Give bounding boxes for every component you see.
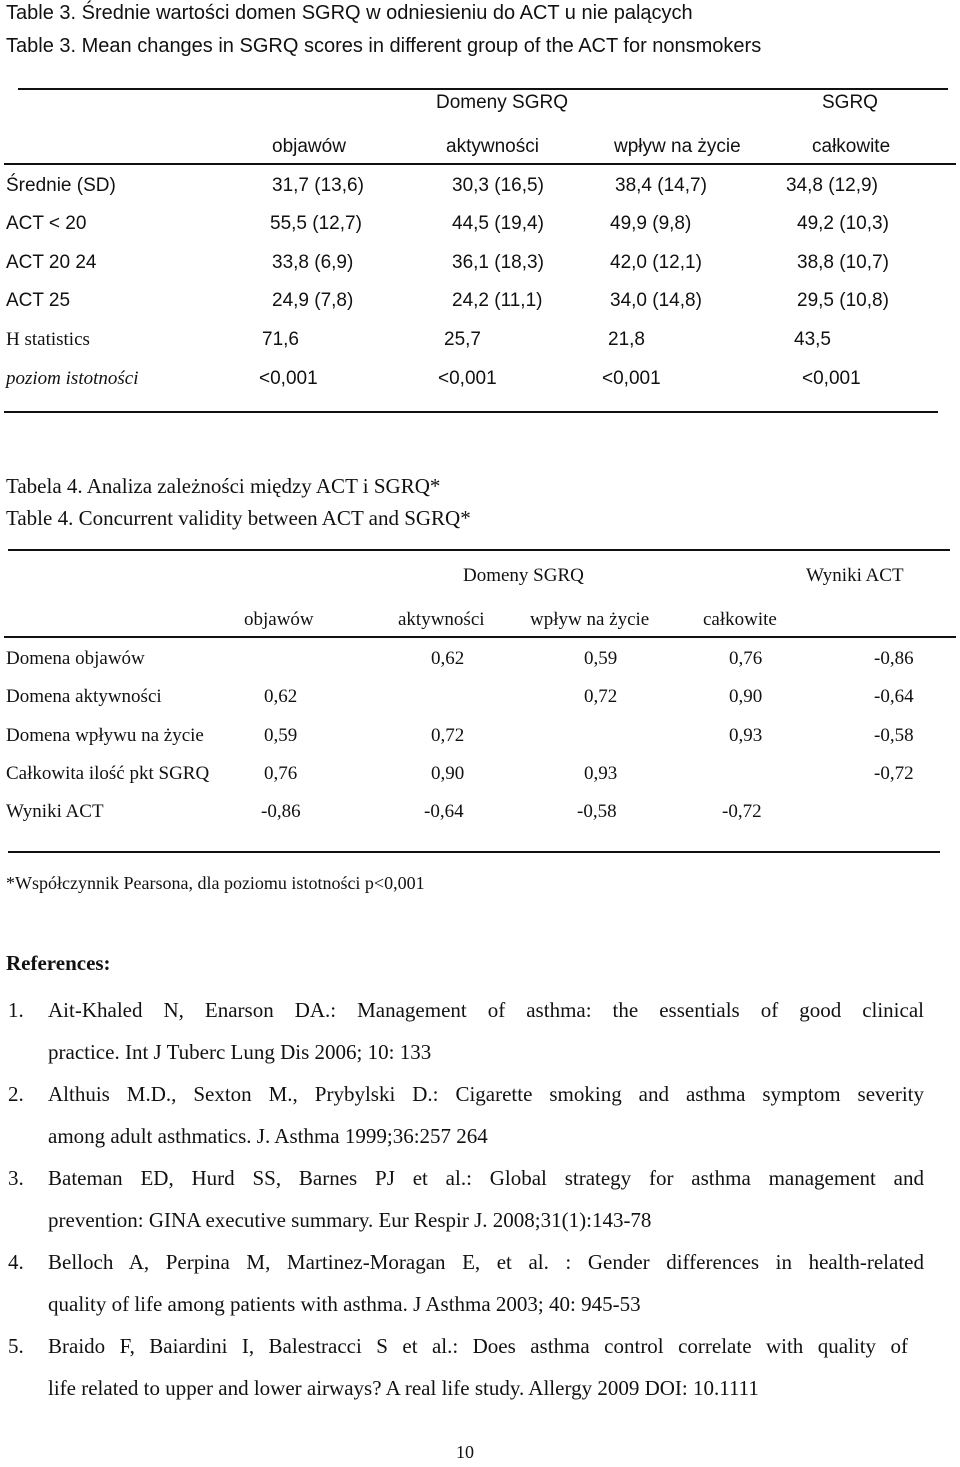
table4-title-pl: Tabela 4. Analiza zależności między ACT i SGRQ* xyxy=(6,474,441,498)
page-number: 10 xyxy=(456,1442,474,1462)
table3-cell: <0,001 xyxy=(602,368,661,389)
table4-act-header: Wyniki ACT xyxy=(806,565,904,586)
table4-cell: -0,58 xyxy=(874,725,914,746)
reference-line: prevention: GINA executive summary. Eur Respir J. 2008;31(1):143-78 xyxy=(48,1208,652,1232)
reference-number: 4. xyxy=(8,1250,24,1274)
table3-cell: 38,4 (14,7) xyxy=(615,175,707,196)
table3-cell: 34,0 (14,8) xyxy=(610,290,702,311)
table4-row-label: Wyniki ACT xyxy=(6,801,104,822)
table3-cell: 43,5 xyxy=(794,329,831,350)
reference-number: 1. xyxy=(8,998,24,1022)
reference-line: practice. Int J Tuberc Lung Dis 2006; 10: 133 xyxy=(48,1040,432,1064)
table3-title-en: Table 3. Mean changes in SGRQ scores in different group of the ACT for nonsmokers xyxy=(6,35,762,57)
table4-cell: 0,72 xyxy=(584,686,618,707)
table3-cell: 55,5 (12,7) xyxy=(270,213,362,234)
table3-col-wplyw: wpływ na życie xyxy=(614,136,741,157)
table3-cell: <0,001 xyxy=(438,368,497,389)
table3-cell: 30,3 (16,5) xyxy=(452,175,544,196)
table3-cell: 33,8 (6,9) xyxy=(272,252,354,273)
table3-col-aktywnosci: aktywności xyxy=(446,136,539,157)
table4-cell: -0,86 xyxy=(261,801,301,822)
table4-row-label: Domena objawów xyxy=(6,648,145,669)
reference-number: 3. xyxy=(8,1166,24,1190)
reference-line: Braido F, Baiardini I, Balestracci S et al.: Does asthma control correlate with quality of xyxy=(48,1334,908,1358)
table3-cell: <0,001 xyxy=(259,368,318,389)
table4-cell: -0,64 xyxy=(874,686,914,707)
reference-line: Althuis M.D., Sexton M., Prybylski D.: Cigarette smoking and asthma symptom severity xyxy=(48,1082,924,1106)
table4-top-rule xyxy=(8,549,950,551)
table4-cell: 0,62 xyxy=(264,686,298,707)
table4-col-calkowite: całkowite xyxy=(703,609,777,630)
table4-cell: 0,59 xyxy=(584,648,618,669)
references-heading: References: xyxy=(6,951,111,975)
table4-bottom-rule xyxy=(8,851,940,853)
table3-bottom-rule xyxy=(4,411,938,413)
table4-cell: -0,72 xyxy=(874,763,914,784)
table3-group-header: Domeny SGRQ xyxy=(436,92,568,113)
table3-cell: 42,0 (12,1) xyxy=(610,252,702,273)
table3-cell: 34,8 (12,9) xyxy=(786,175,878,196)
table3-cell: 31,7 (13,6) xyxy=(272,175,364,196)
reference-number: 5. xyxy=(8,1334,24,1358)
table3-cell: <0,001 xyxy=(802,368,861,389)
table3-row-label: poziom istotności xyxy=(6,368,139,389)
table3-row-label: ACT < 20 xyxy=(6,213,87,234)
reference-line: Bateman ED, Hurd SS, Barnes PJ et al.: Global strategy for asthma management and xyxy=(48,1166,924,1190)
table3-cell: 71,6 xyxy=(262,329,299,350)
table3-cell: 38,8 (10,7) xyxy=(797,252,889,273)
table4-title-en: Table 4. Concurrent validity between ACT and SGRQ* xyxy=(6,506,471,530)
reference-line: quality of life among patients with asthma. J Asthma 2003; 40: 945-53 xyxy=(48,1292,641,1316)
reference-line: Ait-Khaled N, Enarson DA.: Management of asthma: the essentials of good clinical xyxy=(48,998,924,1022)
table4-cell: 0,90 xyxy=(729,686,763,707)
table4-cell: 0,59 xyxy=(264,725,298,746)
table4-row-label: Domena wpływu na życie xyxy=(6,725,204,746)
table4-cell: -0,64 xyxy=(424,801,464,822)
table4-cell: 0,62 xyxy=(431,648,465,669)
table4-cell: 0,76 xyxy=(729,648,763,669)
table4-cell: -0,86 xyxy=(874,648,914,669)
table4-col-objawow: objawów xyxy=(244,609,314,630)
table4-col-aktywnosci: aktywności xyxy=(398,609,485,630)
table3-sgrq-header: SGRQ xyxy=(822,92,878,113)
table3-col-objawow: objawów xyxy=(272,136,346,157)
table3-top-rule xyxy=(18,88,948,90)
table3-header-rule xyxy=(4,163,956,165)
table3-cell: 21,8 xyxy=(608,329,645,350)
table4-cell: 0,93 xyxy=(729,725,763,746)
table4-row-label: Domena aktywności xyxy=(6,686,162,707)
table4-cell: 0,76 xyxy=(264,763,298,784)
reference-line: among adult asthmatics. J. Asthma 1999;36:257 264 xyxy=(48,1124,488,1148)
table4-cell: 0,93 xyxy=(584,763,618,784)
table3-col-calkowite: całkowite xyxy=(812,136,891,157)
reference-line: Belloch A, Perpina M, Martinez-Moragan E, et al. : Gender differences in health-related xyxy=(48,1250,924,1274)
reference-line: life related to upper and lower airways? A real life study. Allergy 2009 DOI: 10.1111 xyxy=(48,1376,759,1400)
table4-cell: 0,90 xyxy=(431,763,465,784)
table4-footnote: *Współczynnik Pearsona, dla poziomu istotności p<0,001 xyxy=(6,873,425,893)
table3-cell: 24,2 (11,1) xyxy=(452,290,543,311)
table3-cell: 24,9 (7,8) xyxy=(272,290,354,311)
table4-cell: 0,72 xyxy=(431,725,465,746)
table4-cell: -0,72 xyxy=(722,801,762,822)
table3-cell: 49,2 (10,3) xyxy=(797,213,889,234)
table3-cell: 44,5 (19,4) xyxy=(452,213,544,234)
table3-title-pl: Table 3. Średnie wartości domen SGRQ w odniesieniu do ACT u nie palących xyxy=(6,2,693,24)
reference-number: 2. xyxy=(8,1082,24,1106)
table4-col-wplyw: wpływ na życie xyxy=(530,609,650,630)
table4-group-header: Domeny SGRQ xyxy=(463,565,584,586)
table3-cell: 25,7 xyxy=(444,329,481,350)
table3-row-label: H statistics xyxy=(6,329,90,350)
table3-row-label: Średnie (SD) xyxy=(6,175,116,196)
table4-row-label: Całkowita ilość pkt SGRQ xyxy=(6,763,210,784)
table3-row-label: ACT 20 24 xyxy=(6,252,97,273)
table3-cell: 36,1 (18,3) xyxy=(452,252,544,273)
table3-cell: 49,9 (9,8) xyxy=(610,213,692,234)
table4-header-rule xyxy=(4,636,956,638)
table4-cell: -0,58 xyxy=(577,801,617,822)
table3-cell: 29,5 (10,8) xyxy=(797,290,889,311)
table3-row-label: ACT 25 xyxy=(6,290,71,311)
